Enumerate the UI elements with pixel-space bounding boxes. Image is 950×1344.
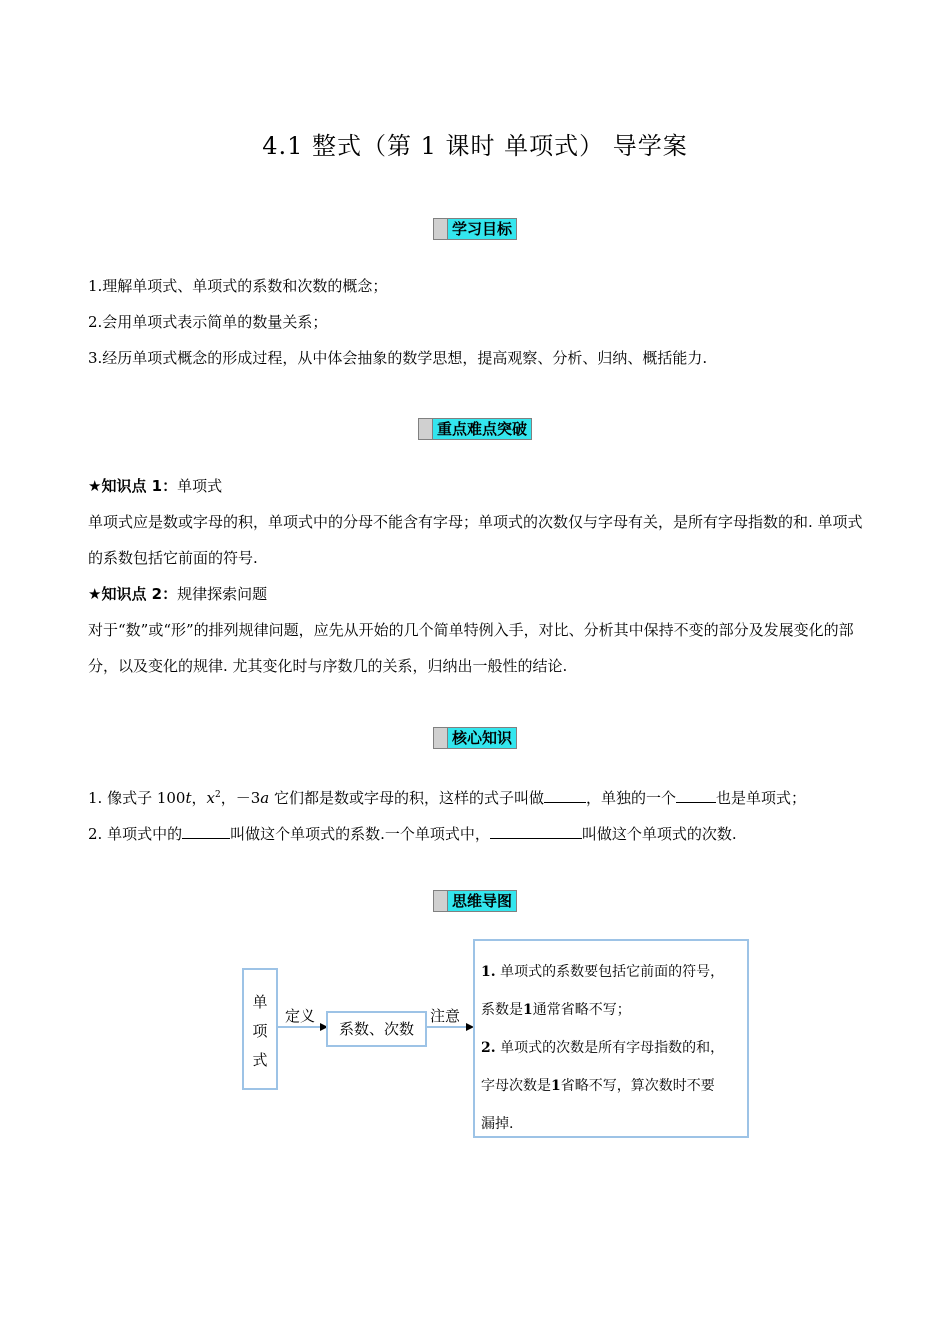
section-mindmap-label: 思维导图 (448, 891, 516, 911)
section-keypoints-label: 重点难点突破 (433, 419, 531, 439)
k2-label: ★知识点 2： (88, 585, 178, 603)
root-char: 式 (252, 1051, 268, 1069)
goal-item: 2.会用单项式表示简单的数量关系； (88, 313, 328, 331)
middle-label: 系数、次数 (338, 1020, 414, 1038)
core-line-2: 2. 单项式中的 叫做这个单项式的系数.一个单项式中， 叫做这个单项式的次数. (88, 825, 737, 843)
mindmap-middle-box (326, 1011, 427, 1047)
note-line: 1. 单项式的系数要包括它前面的符号， (481, 964, 725, 980)
goal-item: 1.理解单项式、单项式的系数和次数的概念； (88, 277, 388, 295)
root-char: 单 (252, 993, 268, 1011)
note-line: 漏掉. (481, 1116, 514, 1132)
goal-item: 3.经历单项式概念的形成过程，从中体会抽象的数学思想，提高观察、分析、归纳、概括能力. (88, 349, 708, 367)
edge-label-definition: 定义 (285, 1007, 316, 1025)
root-char: 项 (252, 1022, 268, 1040)
note-line: 字母次数是1省略不写，算次数时不要 (481, 1078, 715, 1094)
section-core-label: 核心知识 (448, 728, 516, 748)
page-title: 4.1 整式（第 1 课时 单项式） 导学案 (262, 132, 688, 160)
k2-title: 规律探索问题 (177, 585, 268, 603)
note-line: 2. 单项式的次数是所有字母指数的和， (481, 1040, 725, 1056)
core-line-1: 1. 像式子 100t，$x^2$，－3a 它们都是数或字母的积，这样的式子叫做 ，单独的一个 也是单项式； (88, 789, 807, 807)
note-line: 系数是1通常省略不写； (481, 1002, 631, 1018)
k1-label: ★知识点 1： (88, 477, 178, 495)
mindmap-root-box (242, 968, 278, 1090)
section-goals-label: 学习目标 (448, 219, 516, 239)
mindmap-note-box (473, 939, 749, 1138)
knowledge-point-2-text: 对于“数”或“形”的排列规律问题，应先从开始的几个简单特例入手，对比、分析其中保持不变的部分及发展变化的部分，以及变化的规律. 尤其变化时与序数几的关系，归纳出一般性的结论. (88, 621, 854, 675)
knowledge-point-1-text: 单项式应是数或字母的积，单项式中的分母不能含有字母；单项式的次数仅与字母有关，是所有字母指数的和. 单项式的系数包括它前面的符号. (88, 513, 863, 567)
edge-label-note: 注意 (430, 1007, 461, 1025)
k1-title: 单项式 (177, 477, 223, 495)
